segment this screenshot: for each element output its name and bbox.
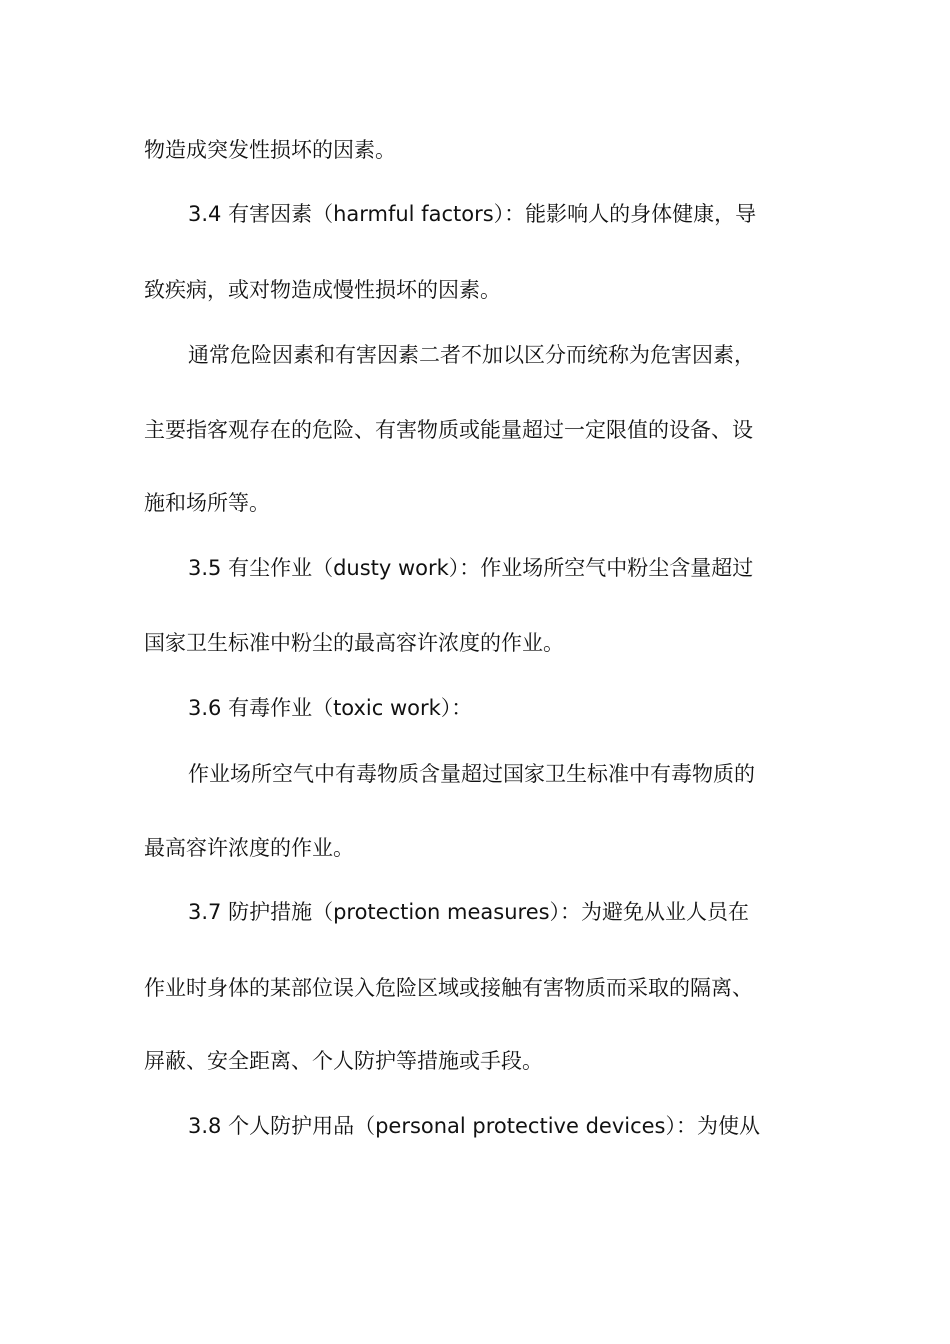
text-line-2: 3.4 有害因素（harmful factors）：能影响人的身体健康，导 xyxy=(188,202,757,226)
text-line-3: 致疾病，或对物造成慢性损坏的因素。 xyxy=(144,278,501,302)
text-line-4: 通常危险因素和有害因素二者不加以区分而统称为危害因素， xyxy=(188,343,755,367)
text-line-13: 作业时身体的某部位误入危险区域或接触有害物质而采取的隔离、 xyxy=(144,976,753,1000)
text-line-10: 作业场所空气中有毒物质含量超过国家卫生标准中有毒物质的 xyxy=(188,762,755,786)
text-line-11: 最高容许浓度的作业。 xyxy=(144,836,354,860)
text-line-1: 物造成突发性损坏的因素。 xyxy=(144,138,396,162)
text-line-15: 3.8 个人防护用品（personal protective devices）：为使从 xyxy=(188,1114,760,1138)
text-line-12: 3.7 防护措施（protection measures）：为避免从业人员在 xyxy=(188,900,750,924)
text-line-8: 国家卫生标准中粉尘的最高容许浓度的作业。 xyxy=(144,631,564,655)
text-line-5: 主要指客观存在的危险、有害物质或能量超过一定限值的设备、设 xyxy=(144,418,753,442)
text-line-7: 3.5 有尘作业（dusty work）：作业场所空气中粉尘含量超过 xyxy=(188,556,754,580)
text-line-9: 3.6 有毒作业（toxic work）： xyxy=(188,696,473,720)
text-line-14: 屏蔽、安全距离、个人防护等措施或手段。 xyxy=(144,1049,543,1073)
text-line-6: 施和场所等。 xyxy=(144,491,270,515)
